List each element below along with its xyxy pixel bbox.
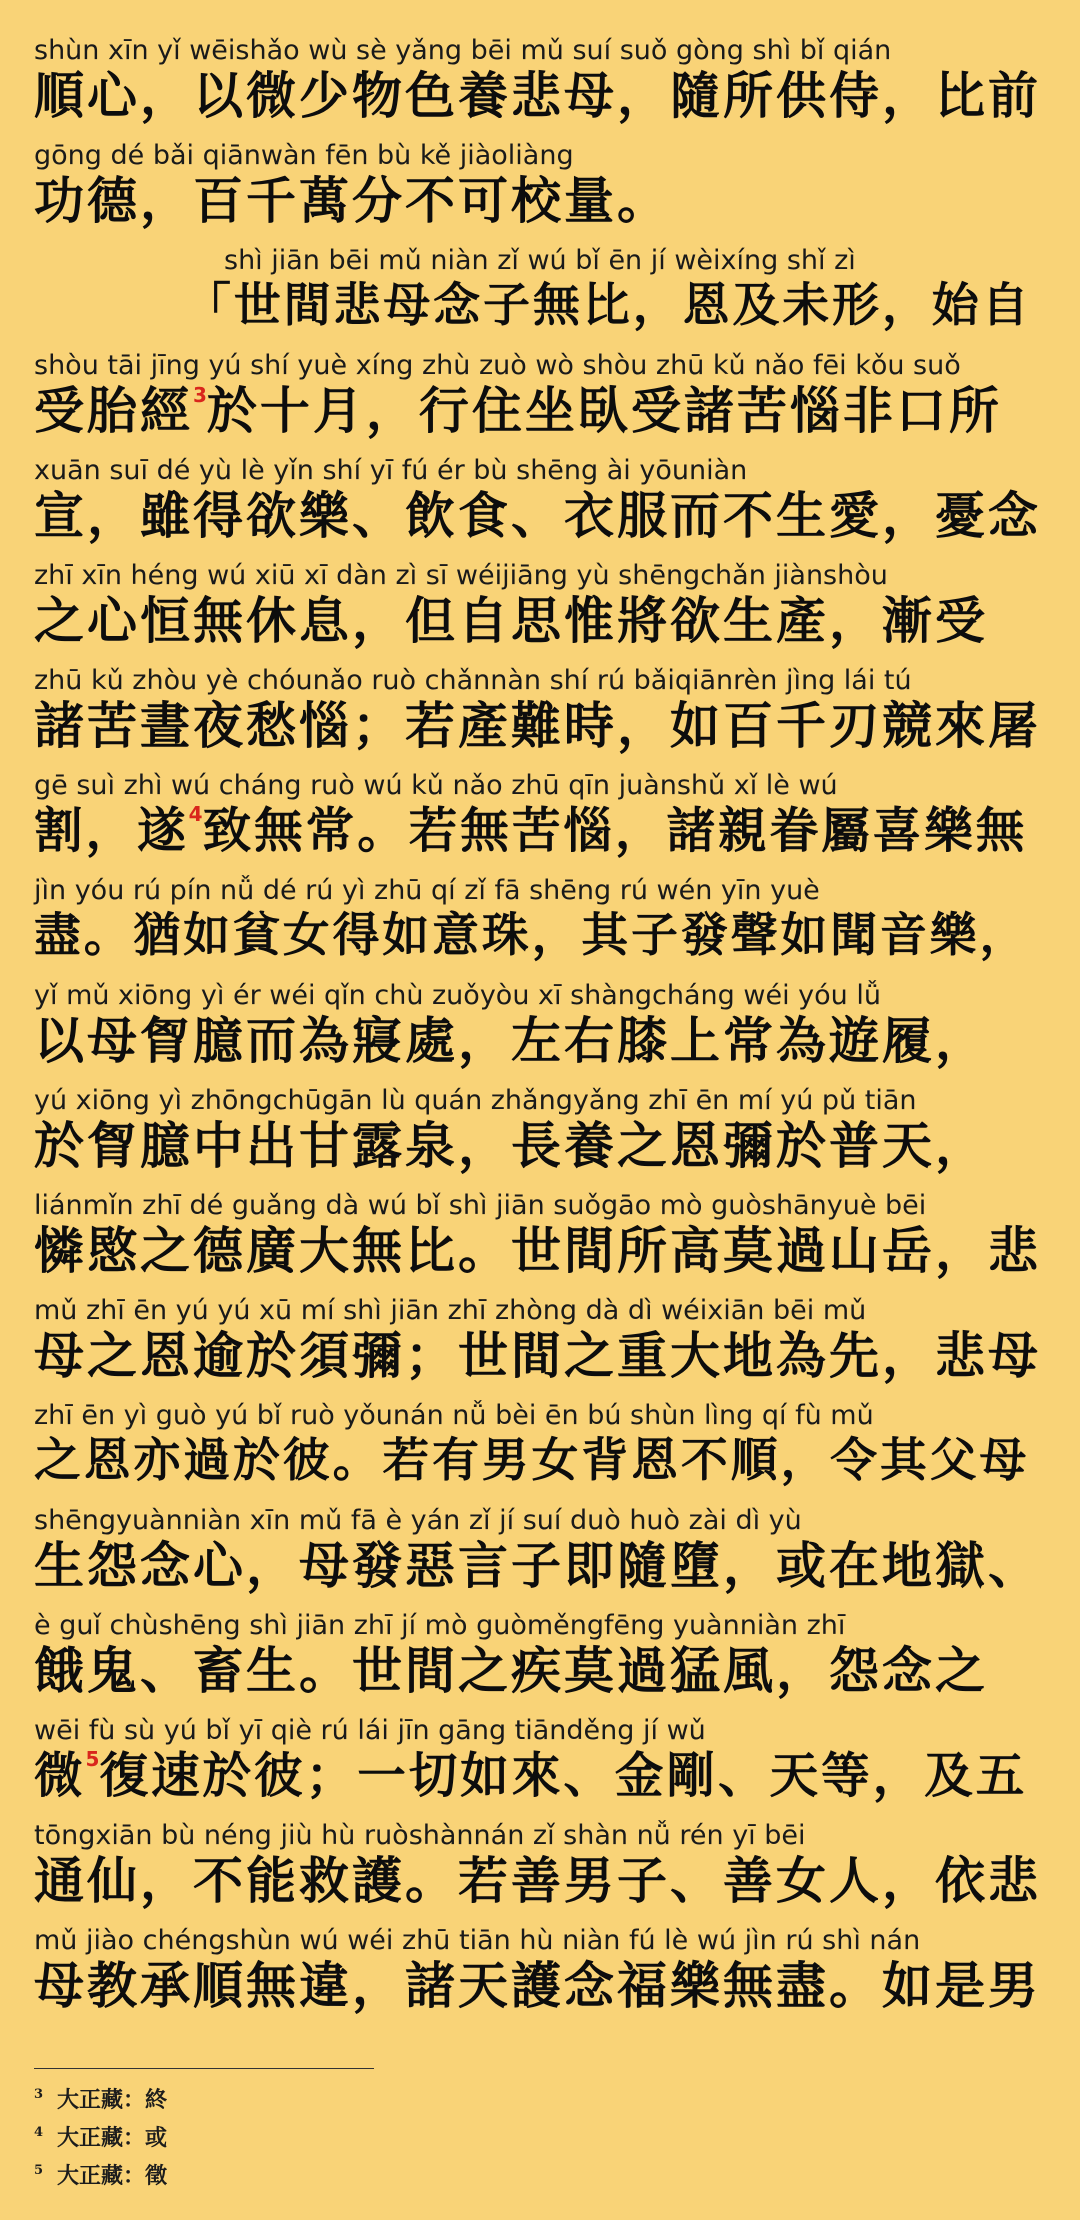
pinyin-row: wēi fù sù yú bǐ yī qiè rú lái jīn gāng tiānděng jí wǔ — [34, 1715, 706, 1746]
pinyin-row: tōngxiān bù néng jiù hù ruòshànnán zǐ shàn nǚ rén yī bēi — [34, 1820, 806, 1851]
footnote — [34, 2116, 167, 2150]
pinyin-row: mǔ zhī ēn yú yú xū mí shì jiān zhī zhòng dà dì wéixiān bēi mǔ — [34, 1295, 867, 1326]
hanzi-row — [34, 381, 1046, 441]
hanzi-row: 母教承順無違，諸天護念福樂無盡。如是男 — [34, 1957, 1041, 2015]
hanzi-row: 憐愍之德廣大無比。世間所高莫過山岳，悲 — [34, 1222, 1041, 1280]
footnote-marker: 4 — [188, 802, 203, 826]
hanzi-row: 宣，雖得欲樂、飲食、衣服而不生愛，憂念 — [34, 487, 1041, 545]
pinyin-row: yǐ mǔ xiōng yì ér wéi qǐn chù zuǒyòu xī shàngcháng wéi yóu lǚ — [34, 980, 881, 1011]
footnote — [34, 2078, 167, 2112]
hanzi-row: 盡。猶如貧女得如意珠，其子發聲如聞音樂， — [34, 909, 1030, 963]
footnote-divider — [34, 2068, 374, 2069]
hanzi-row — [34, 1746, 1046, 1806]
pinyin-row: shòu tāi jīng yú shí yuè xíng zhù zuò wò shòu zhū kǔ nǎo fēi kǒu suǒ — [34, 350, 961, 381]
hanzi-row: 以母胷臆而為寢處，左右膝上常為遊履， — [34, 1012, 988, 1070]
footnote-marker: 5 — [85, 1747, 100, 1771]
pinyin-row: shēngyuànniàn xīn mǔ fā è yán zǐ jí suí duò huò zài dì yù — [34, 1505, 802, 1536]
pinyin-row: liánmǐn zhī dé guǎng dà wú bǐ shì jiān suǒgāo mò guòshānyuè bēi — [34, 1190, 927, 1221]
hanzi-row: 功德，百千萬分不可校量。 — [34, 172, 670, 230]
pinyin-row: jìn yóu rú pín nǚ dé rú yì zhū qí zǐ fā shēng rú wén yīn yuè — [34, 875, 820, 906]
footnote-marker: 3 — [193, 383, 207, 407]
footnote-text: 大正藏：終 — [57, 2087, 168, 2113]
pinyin-row: xuān suī dé yù lè yǐn shí yī fú ér bù shēng ài yōuniàn — [34, 455, 748, 486]
hanzi-segment: 於十月，行住坐臥受諸苦惱非口所 — [206, 382, 1002, 440]
pinyin-row: zhū kǔ zhòu yè chóunǎo ruò chǎnnàn shí rú bǎiqiānrèn jìng lái tú — [34, 665, 912, 696]
hanzi-segment: 受胎經 — [34, 382, 193, 440]
hanzi-row: 諸苦晝夜愁惱；若產難時，如百千刃競來屠 — [34, 697, 1041, 755]
hanzi-segment: 微 — [34, 1748, 86, 1804]
hanzi-segment: 割，遂 — [34, 803, 189, 859]
pinyin-row: yú xiōng yì zhōngchūgān lù quán zhǎngyǎng zhī ēn mí yú pǔ tiān — [34, 1085, 917, 1116]
footnote-text: 大正藏：或 — [57, 2125, 168, 2151]
footnote — [34, 2154, 167, 2188]
pinyin-row: mǔ jiào chéngshùn wú wéi zhū tiān hù niàn fú lè wú jìn rú shì nán — [34, 1925, 921, 1956]
hanzi-row: 之恩亦過於彼。若有男女背恩不順，令其父母 — [34, 1434, 1030, 1488]
footnote-number: 5 — [34, 2163, 44, 2178]
hanzi-row: 通仙，不能救護。若善男子、善女人，依悲 — [34, 1852, 1041, 1910]
pinyin-row: gē suì zhì wú cháng ruò wú kǔ nǎo zhū qīn juànshǔ xǐ lè wú — [34, 770, 838, 801]
hanzi-row: 生怨念心，母發惡言子即隨墮，或在地獄、 — [34, 1537, 1041, 1595]
pinyin-row: è guǐ chùshēng shì jiān zhī jí mò guòměngfēng yuànniàn zhī — [34, 1610, 846, 1641]
pinyin-row: zhī xīn héng wú xiū xī dàn zì sī wéijiāng yù shēngchǎn jiànshòu — [34, 560, 888, 591]
pinyin-row: shì jiān bēi mǔ niàn zǐ wú bǐ ēn jí wèixíng shǐ zì — [224, 245, 856, 276]
footnote-text: 大正藏：徵 — [57, 2163, 168, 2189]
hanzi-segment: 復速於彼；一切如來、金剛、天等，及五 — [99, 1748, 1028, 1804]
pinyin-row: gōng dé bǎi qiānwàn fēn bù kě jiàoliàng — [34, 140, 574, 171]
hanzi-row — [34, 801, 1046, 861]
hanzi-segment: 致無常。若無苦惱，諸親眷屬喜樂無 — [202, 803, 1028, 859]
hanzi-row: 之心恒無休息，但自思惟將欲生產，漸受 — [34, 592, 988, 650]
footnote-number: 3 — [34, 2087, 44, 2102]
hanzi-row: 於胷臆中出甘露泉，長養之恩彌於普天， — [34, 1117, 988, 1175]
hanzi-row: 餓鬼、畜生。世間之疾莫過猛風，怨念之 — [34, 1642, 988, 1700]
hanzi-row: 順心，以微少物色養悲母，隨所供侍，比前 — [34, 67, 1041, 125]
hanzi-row: 「世間悲母念子無比，恩及未形，始自 — [184, 278, 1032, 333]
footnote-number: 4 — [34, 2125, 44, 2140]
pinyin-row: zhī ēn yì guò yú bǐ ruò yǒunán nǚ bèi ēn bú shùn lìng qí fù mǔ — [34, 1400, 874, 1431]
hanzi-row: 母之恩逾於須彌；世間之重大地為先，悲母 — [34, 1327, 1041, 1385]
pinyin-row: shùn xīn yǐ wēishǎo wù sè yǎng bēi mǔ suí suǒ gòng shì bǐ qián — [34, 35, 892, 66]
